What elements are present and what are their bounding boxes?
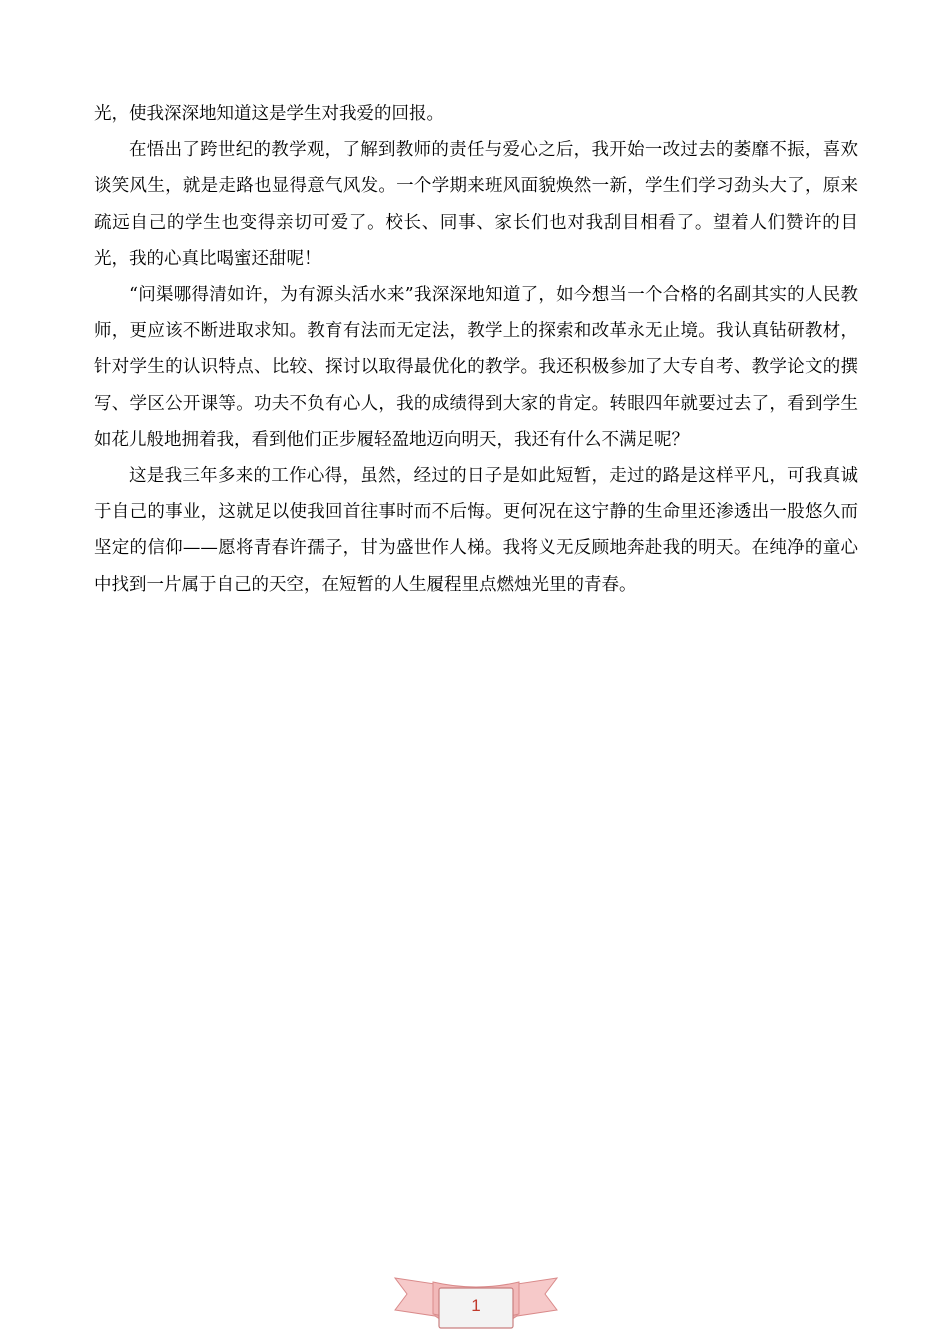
- page-number: 1: [471, 1296, 481, 1315]
- page-number-banner: [393, 1270, 559, 1336]
- paragraph-3: “问渠哪得清如许，为有源头活水来”我深深地知道了，如今想当一个合格的名副其实的人民教师，更应该不断进取求知。教育有法而无定法，教学上的探索和改革永无止境。我认真钻研教材，针对学生的认识特点、比较、探讨以取得最优化的教学。我还积极参加了大专自考、教学论文的撰写、学区公开课等。功夫不负有心人，我的成绩得到大家的肯定。转眼四年就要过去了，看到学生如花儿般地拥着我，看到他们正步履轻盈地迈向明天，我还有什么不满足呢？: [94, 285, 858, 450]
- paragraph-2: 在悟出了跨世纪的教学观，了解到教师的责任与爱心之后，我开始一改过去的萎靡不振，喜欢谈笑风生，就是走路也显得意气风发。一个学期来班风面貌焕然一新，学生们学习劲头大了，原来疏远自己的学生也变得亲切可爱了。校长、同事、家长们也对我刮目相看了。望着人们赞许的目光，我的心真比喝蜜还甜呢！: [94, 140, 858, 269]
- document-body: [94, 96, 858, 603]
- paragraph-4: 这是我三年多来的工作心得，虽然，经过的日子是如此短暂，走过的路是这样平凡，可我真诚于自己的事业，这就足以使我回首往事时而不后悔。更何况在这宁静的生命里还渗透出一股悠久而坚定的信仰——愿将青春许孺子，甘为盛世作人梯。我将义无反顾地奔赴我的明天。在纯净的童心中找到一片属于自己的天空，在短暂的人生履程里点燃烛光里的青春。: [94, 466, 858, 595]
- paragraph-1: 光，使我深深地知道这是学生对我爱的回报。: [94, 104, 444, 124]
